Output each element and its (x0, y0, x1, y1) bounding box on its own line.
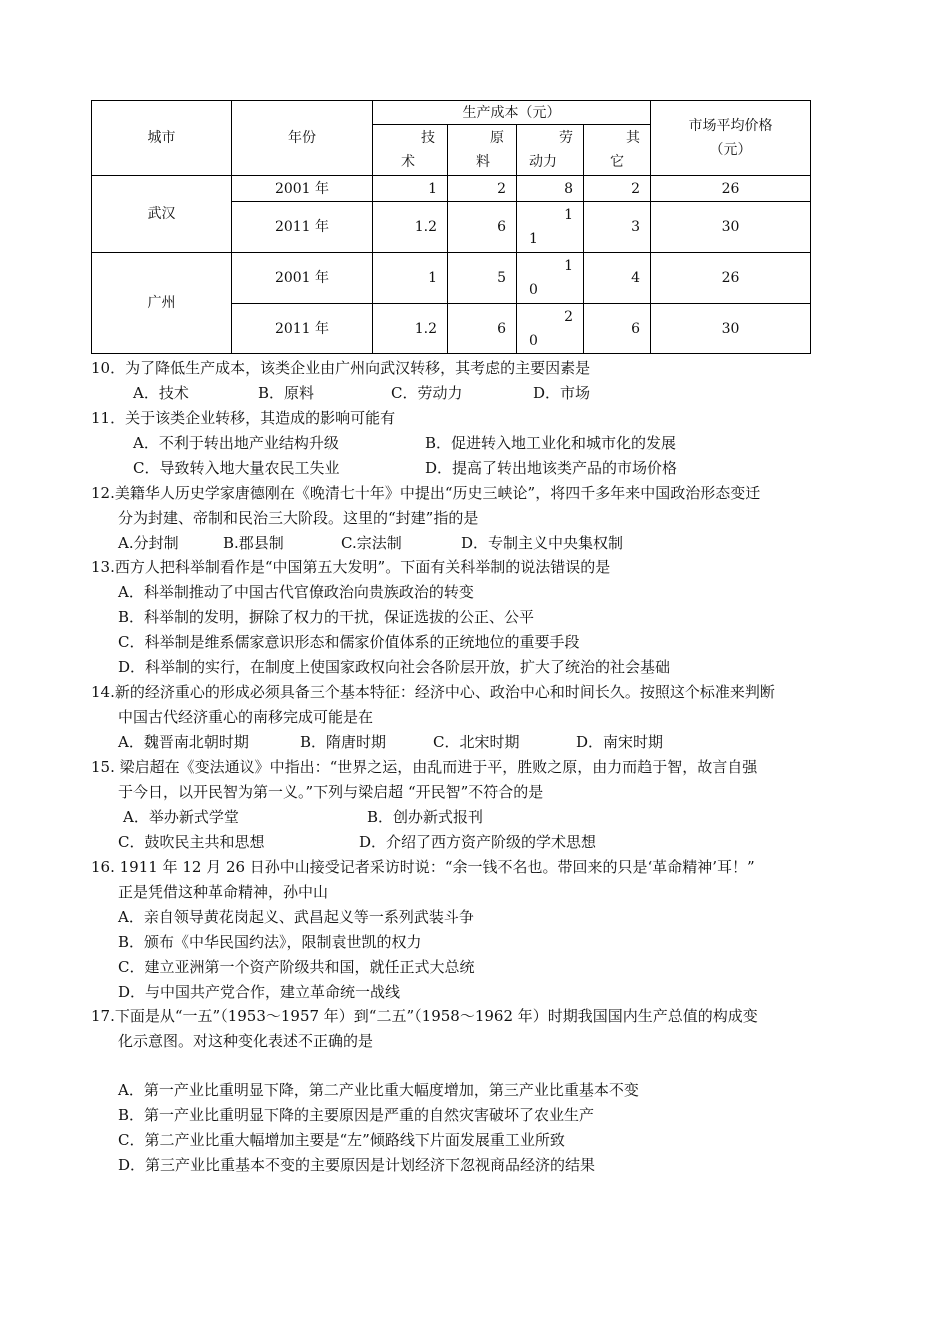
price-cell: 30 (651, 304, 811, 354)
q14-option-d: D．南宋时期 (576, 733, 664, 751)
question-12-stem-cont: 分为封建、帝制和民治三大阶段。这里的“封建”指的是 (118, 509, 479, 527)
header-cost-group: 生产成本（元） (373, 101, 651, 125)
q12-option-d: D．专制主义中央集权制 (461, 534, 624, 552)
q11-option-a: A．不利于转出地产业结构升级 (133, 434, 339, 452)
price-cell: 26 (651, 253, 811, 304)
year-cell: 2001 年 (232, 253, 373, 304)
q15-option-d: D．介绍了西方资产阶级的学术思想 (359, 833, 597, 851)
q14-option-b: B．隋唐时期 (300, 733, 387, 751)
labor-cell: 1 0 (517, 253, 584, 304)
header-city: 城市 (92, 101, 232, 176)
production-cost-table (91, 100, 811, 354)
raw-cell: 5 (448, 253, 517, 304)
question-15-stem-cont: 于今日，以开民智为第一义。”下列与梁启超 “开民智”不符合的是 (118, 783, 544, 801)
other-cell: 2 (584, 176, 651, 202)
other-cell: 6 (584, 304, 651, 354)
q10-option-b: B．原料 (258, 384, 315, 402)
city-cell: 武汉 (92, 176, 232, 253)
labor-cell: 8 (517, 176, 584, 202)
q13-option-c: C．科举制是维系儒家意识形态和儒家价值体系的正统地位的重要手段 (118, 633, 580, 651)
q15-option-b: B．创办新式报刊 (367, 808, 484, 826)
header-tech: 技 术 (373, 125, 448, 176)
price-cell: 30 (651, 202, 811, 253)
q15-option-c: C．鼓吹民主共和思想 (118, 833, 265, 851)
q11-option-d: D．提高了转出地该类产品的市场价格 (425, 459, 678, 477)
raw-cell: 6 (448, 304, 517, 354)
question-16-stem: 16. 1911 年 12 月 26 日孙中山接受记者采访时说：“余一钱不名也。带回来的只是‘革命精神’耳！” (91, 858, 755, 876)
raw-cell: 2 (448, 176, 517, 202)
q11-option-b: B．促进转入地工业化和城市化的发展 (425, 434, 677, 452)
q17-option-a: A．第一产业比重明显下降，第二产业比重大幅度增加，第三产业比重基本不变 (118, 1081, 639, 1099)
question-14-stem: 14.新的经济重心的形成必须具备三个基本特征：经济中心、政治中心和时间长久。按照这个标准来判断 (91, 683, 775, 701)
q12-option-a: A.分封制 (118, 534, 179, 552)
q15-option-a: A．举办新式学堂 (123, 808, 239, 826)
header-raw: 原 料 (448, 125, 517, 176)
other-cell: 4 (584, 253, 651, 304)
question-13-stem: 13.西方人把科举制看作是“中国第五大发明”。下面有关科举制的说法错误的是 (91, 558, 611, 576)
table-row (92, 176, 811, 202)
tech-cell: 1.2 (373, 304, 448, 354)
tech-cell: 1 (373, 176, 448, 202)
city-cell: 广州 (92, 253, 232, 354)
table-row (92, 253, 811, 304)
q13-option-d: D．科举制的实行，在制度上使国家政权向社会各阶层开放，扩大了统治的社会基础 (118, 658, 671, 676)
q13-option-a: A．科举制推动了中国古代官僚政治向贵族政治的转变 (118, 583, 474, 601)
q16-option-b: B．颁布《中华民国约法》，限制袁世凯的权力 (118, 933, 422, 951)
question-17-stem-cont: 化示意图。对这种变化表述不正确的是 (118, 1032, 374, 1050)
question-16-stem-cont: 正是凭借这种革命精神，孙中山 (118, 883, 329, 901)
q14-option-c: C．北宋时期 (433, 733, 520, 751)
question-10-stem: 10．为了降低生产成本，该类企业由广州向武汉转移，其考虑的主要因素是 (91, 359, 591, 377)
question-11-stem: 11．关于该类企业转移，其造成的影响可能有 (91, 409, 396, 427)
labor-cell: 1 1 (517, 202, 584, 253)
q10-option-d: D．市场 (533, 384, 591, 402)
tech-cell: 1.2 (373, 202, 448, 253)
q17-option-c: C．第二产业比重大幅增加主要是“左”倾路线下片面发展重工业所致 (118, 1131, 565, 1149)
q10-option-a: A．技术 (133, 384, 189, 402)
question-12-stem: 12.美籍华人历史学家唐德刚在《晚清七十年》中提出“历史三峡论”，将四千多年来中国政治形态变迁 (91, 484, 761, 502)
q12-option-b: B.郡县制 (223, 534, 284, 552)
header-other: 其 它 (584, 125, 651, 176)
price-cell: 26 (651, 176, 811, 202)
q10-option-c: C．劳动力 (391, 384, 463, 402)
year-cell: 2011 年 (232, 202, 373, 253)
question-17-stem: 17.下面是从“一五”（1953～1957 年）到“二五”（1958～1962 年）时期我国国内生产总值的构成变 (91, 1007, 758, 1025)
header-year: 年份 (232, 101, 373, 176)
q16-option-a: A．亲自领导黄花岗起义、武昌起义等一系列武装斗争 (118, 908, 474, 926)
other-cell: 3 (584, 202, 651, 253)
year-cell: 2001 年 (232, 176, 373, 202)
tech-cell: 1 (373, 253, 448, 304)
question-15-stem: 15. 梁启超在《变法通议》中指出：“世界之运，由乱而进于平，胜败之原，由力而趋于智，故言自强 (91, 758, 758, 776)
header-labor: 劳 动力 (517, 125, 584, 176)
year-cell: 2011 年 (232, 304, 373, 354)
q14-option-a: A．魏晋南北朝时期 (118, 733, 249, 751)
labor-cell: 2 0 (517, 304, 584, 354)
q12-option-c: C.宗法制 (341, 534, 402, 552)
raw-cell: 6 (448, 202, 517, 253)
question-14-stem-cont: 中国古代经济重心的南移完成可能是在 (118, 708, 374, 726)
q13-option-b: B．科举制的发明，摒除了权力的干扰，保证选拔的公正、公平 (118, 608, 535, 626)
q17-option-d: D．第三产业比重基本不变的主要原因是计划经济下忽视商品经济的结果 (118, 1156, 596, 1174)
q11-option-c: C．导致转入地大量农民工失业 (133, 459, 340, 477)
q16-option-d: D．与中国共产党合作，建立革命统一战线 (118, 983, 401, 1001)
q17-option-b: B．第一产业比重明显下降的主要原因是严重的自然灾害破坏了农业生产 (118, 1106, 595, 1124)
q16-option-c: C．建立亚洲第一个资产阶级共和国，就任正式大总统 (118, 958, 475, 976)
header-price: 市场平均价格 （元） (651, 101, 811, 176)
